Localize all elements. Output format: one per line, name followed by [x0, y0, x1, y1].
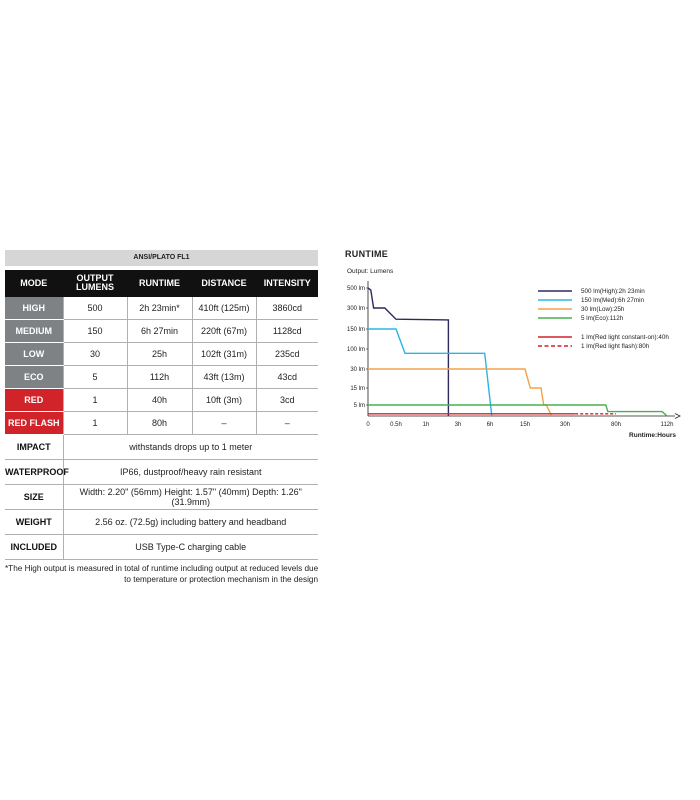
cell-lumens: 30 — [63, 343, 127, 366]
cell-lumens: 150 — [63, 320, 127, 343]
cell-distance: 410ft (125m) — [192, 297, 256, 320]
y-tick-label: 500 lm — [346, 286, 365, 292]
y-axis-label: Output: Lumens — [347, 268, 394, 275]
table-row — [5, 389, 318, 412]
spec-row — [5, 535, 318, 560]
mode-label: ECO — [5, 366, 63, 389]
cell-intensity: 235cd — [256, 343, 318, 366]
mode-label: RED — [5, 389, 63, 412]
legend-label-3: 30 lm(Low):25h — [581, 306, 625, 313]
spec-table-section — [5, 250, 318, 585]
cell-intensity: 3860cd — [256, 297, 318, 320]
cell-runtime: 6h 27min — [127, 320, 192, 343]
x-axis-arrow — [675, 414, 680, 419]
cell-distance: 43ft (13m) — [192, 366, 256, 389]
series-line-3 — [368, 369, 552, 416]
x-axis-label: Runtime:Hours — [629, 432, 676, 439]
cell-lumens: 5 — [63, 366, 127, 389]
cell-lumens: 500 — [63, 297, 127, 320]
cell-distance: 10ft (3m) — [192, 389, 256, 412]
cell-intensity: – — [256, 412, 318, 435]
cell-runtime: 25h — [127, 343, 192, 366]
series-line-2 — [368, 329, 492, 416]
cell-runtime: 2h 23min* — [127, 297, 192, 320]
table-row — [5, 366, 318, 389]
mode-label: MEDIUM — [5, 320, 63, 343]
cell-lumens: 1 — [63, 389, 127, 412]
cell-intensity: 43cd — [256, 366, 318, 389]
spec-value: Width: 2.20" (56mm) Height: 1.57" (40mm) Depth: 1.26" (31.9mm) — [63, 485, 318, 510]
footnote-line-2: to temperature or protection mechanism in the design — [124, 575, 318, 584]
cell-distance: 102ft (31m) — [192, 343, 256, 366]
cell-intensity: 3cd — [256, 389, 318, 412]
mode-label: HIGH — [5, 297, 63, 320]
cell-intensity: 1128cd — [256, 320, 318, 343]
footnote — [5, 563, 318, 585]
x-tick-label: 80h — [610, 422, 622, 428]
footnote-line-1: *The High output is measured in total of runtime including output at reduced levels due — [5, 564, 319, 573]
cell-distance: – — [192, 412, 256, 435]
spec-value: withstands drops up to 1 meter — [63, 435, 318, 460]
y-tick-label: 15 lm — [350, 386, 365, 392]
spec-value: 2.56 oz. (72.5g) including battery and headband — [63, 510, 318, 535]
x-tick-label: 15h — [519, 422, 531, 428]
spec-label: WATERPROOF — [5, 460, 63, 485]
legend-label-2: 150 lm(Med):6h 27min — [581, 297, 644, 304]
mode-label: RED FLASH — [5, 412, 63, 435]
x-tick-label: 0.5h — [390, 422, 402, 428]
cell-lumens: 1 — [63, 412, 127, 435]
spec-label: IMPACT — [5, 435, 63, 460]
x-tick-label: 30h — [559, 422, 571, 428]
header-cell: OUTPUT LUMENS — [63, 270, 127, 297]
table-row — [5, 343, 318, 366]
header-cell: RUNTIME — [127, 270, 192, 297]
spec-row — [5, 460, 318, 485]
y-tick-label: 5 lm — [353, 403, 365, 409]
y-tick-label: 100 lm — [346, 347, 365, 353]
header-cell: DISTANCE — [192, 270, 256, 297]
table-row — [5, 412, 318, 435]
spec-label: INCLUDED — [5, 535, 63, 560]
spec-row — [5, 435, 318, 460]
table-caption: ANSI/PLATO FL1 — [5, 250, 318, 266]
cell-distance: 220ft (67m) — [192, 320, 256, 343]
spec-table — [5, 270, 318, 560]
legend-label-4: 5 lm(Eco):112h — [581, 315, 624, 322]
header-cell: INTENSITY — [256, 270, 318, 297]
x-tick-label: 1h — [422, 422, 430, 428]
cell-runtime: 80h — [127, 412, 192, 435]
x-tick-label: 0 — [366, 422, 370, 428]
runtime-chart-svg — [340, 245, 700, 445]
y-tick-label: 30 lm — [350, 367, 365, 373]
legend-label-1: 500 lm(High):2h 23min — [581, 288, 645, 295]
chart-title: RUNTIME — [345, 249, 389, 259]
spec-label: WEIGHT — [5, 510, 63, 535]
table-row — [5, 320, 318, 343]
table-row — [5, 297, 318, 320]
header-row — [5, 270, 318, 297]
series-line-1 — [368, 288, 448, 416]
spec-row — [5, 510, 318, 535]
y-tick-label: 300 lm — [346, 306, 365, 312]
spec-label: SIZE — [5, 485, 63, 510]
cell-runtime: 112h — [127, 366, 192, 389]
y-tick-label: 150 lm — [346, 327, 365, 333]
header-cell: MODE — [5, 270, 63, 297]
x-tick-label: 6h — [486, 422, 494, 428]
x-tick-label: 112h — [660, 422, 674, 428]
mode-label: LOW — [5, 343, 63, 366]
spec-value: IP66, dustproof/heavy rain resistant — [63, 460, 318, 485]
spec-value: USB Type-C charging cable — [63, 535, 318, 560]
legend-label-6: 1 lm(Red light flash):80h — [581, 343, 650, 350]
legend-label-5: 1 lm(Red light constant-on):40h — [581, 334, 669, 341]
runtime-chart — [340, 245, 700, 445]
cell-runtime: 40h — [127, 389, 192, 412]
x-tick-label: 3h — [454, 422, 462, 428]
spec-row — [5, 485, 318, 510]
